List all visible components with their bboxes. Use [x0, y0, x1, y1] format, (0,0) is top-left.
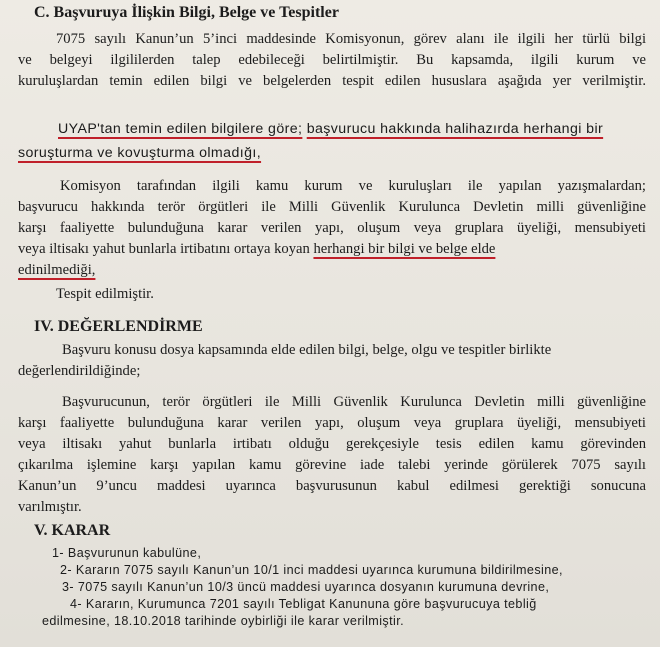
section-iv-paragraph-1 [18, 340, 646, 382]
text-line: veya iltisakı yahut bunlarla irtibatı olduğu gerekçesiyle tesis edilen kamu görevinden [18, 436, 646, 452]
text-line: kuruluşlardan temin edilen bilgi ve belgelerden tespit edilen hususlara aşağıda yer verilmiştir. [18, 73, 646, 89]
decision-list [42, 545, 632, 630]
section-iv-paragraph-2 [18, 392, 646, 518]
text-line: karşı faaliyette bulunduğuna karar verilen yapı, oluşum veya gruplara üyeliği, mensubiyeti [18, 220, 646, 236]
section-c-paragraph-4: Tespit edilmiştir. [56, 286, 154, 302]
decision-item-3: 3- 7075 sayılı Kanun’un 10/3 üncü maddesi uyarınca dosyanın kurumuna devrine, [62, 580, 550, 594]
section-c-paragraph-3 [18, 176, 646, 281]
section-c-paragraph-1 [18, 29, 646, 92]
text-line: Başvuru konusu dosya kapsamında elde edilen bilgi, belge, olgu ve tespitler birlikte [62, 342, 552, 358]
underlined-text: soruşturma ve kovuşturma olmadığı, [18, 145, 262, 161]
text-line [18, 117, 646, 141]
underlined-text: UYAP'tan temin edilen bilgilere göre; [58, 121, 303, 137]
section-v-heading: V. KARAR [34, 522, 111, 539]
text-line: varılmıştır. [18, 499, 82, 515]
text-line: 7075 sayılı Kanun’un 5’inci maddesinde Komisyonun, görev alanı ile ilgili her türlü bilgi [56, 31, 646, 47]
text-line [18, 239, 646, 260]
section-c-heading: C. Başvuruya İlişkin Bilgi, Belge ve Tespitler [34, 4, 339, 21]
text-line: değerlendirildiğinde; [18, 363, 141, 379]
text-line: Komisyon tarafından ilgili kamu kurum ve kuruluşları ile yapılan yazışmalardan; [60, 178, 646, 194]
decision-final-line: edilmesine, 18.10.2018 tarihinde oybirliği ile karar verilmiştir. [42, 614, 404, 628]
text-line: çıkarılma işlemine karşı yapılan kamu görevine iade talebi yerinde görülerek 7075 sayılı [18, 457, 646, 473]
decision-item-1: 1- Başvurunun kabulüne, [52, 546, 202, 560]
section-iv-heading: IV. DEĞERLENDİRME [34, 318, 203, 335]
underlined-text: herhangi bir bilgi ve belge elde [313, 241, 496, 257]
section-c-paragraph-2 [18, 117, 646, 165]
underlined-text: edinilmediği, [18, 262, 96, 278]
text-line [18, 260, 646, 281]
text-line: başvurucu hakkında terör örgütleri ile Milli Güvenlik Kurulunca Devletin milli güvenliğine [18, 199, 646, 215]
text-line [18, 141, 646, 165]
decision-item-4: 4- Kararın, Kurumunca 7201 sayılı Tebligat Kanununa göre başvurucuya tebliğ [70, 597, 537, 611]
decision-item-2: 2- Kararın 7075 sayılı Kanun’un 10/1 inci maddesi uyarınca kurumuna bildirilmesine, [60, 563, 563, 577]
text-line: Kanun’un 9’uncu maddesi uyarınca başvurusunun kabul edilmesi gerektiği sonucuna [18, 478, 646, 494]
plain-text: veya iltisakı yahut bunlarla irtibatını ortaya koyan [18, 241, 310, 257]
text-line: Başvurucunun, terör örgütleri ile Milli Güvenlik Kurulunca Devletin milli güvenliğine [62, 394, 646, 410]
text-line: ve belgeyi ilgililerden talep edebileceği belirtilmiştir. Bu kapsamda, ilgili kurum ve [18, 52, 646, 68]
text-line: karşı faaliyette bulunduğuna karar verilen yapı, oluşum veya gruplara üyeliği, mensubiyeti [18, 415, 646, 431]
underlined-text: başvurucu hakkında halihazırda herhangi bir [306, 121, 604, 137]
